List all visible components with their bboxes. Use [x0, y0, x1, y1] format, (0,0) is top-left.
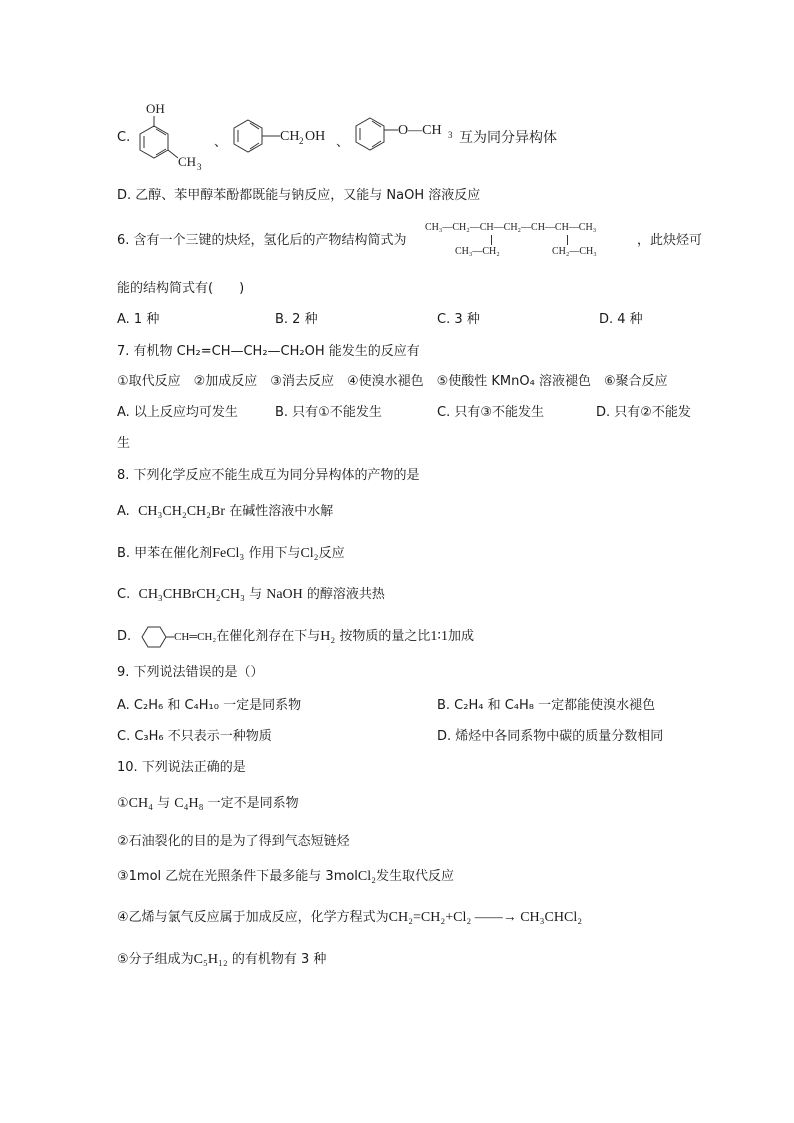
svg-text:OH: OH — [305, 129, 326, 144]
q7-option-d: D. 只有②不能发 — [596, 405, 691, 420]
formula: FeCl₃ — [212, 546, 245, 561]
q6-stem-line2: 能的结构简式有( ) — [117, 281, 245, 296]
q6-branch-left: CH₃—CH₂ — [455, 246, 500, 257]
formula: CH₃CH₂CH₂Br — [138, 504, 226, 519]
q8-option-c: C. CH₃CHBrCH₂CH₃ 与 NaOH 的醇溶液共热 — [117, 587, 385, 602]
q5c-tail: 互为同分异构体 — [459, 130, 557, 146]
formula: Cl₂ — [357, 869, 377, 884]
m-cresol-structure — [128, 96, 218, 176]
q10-item-3: ③1mol 乙烷在光照条件下最多能与 3molCl₂发生取代反应 — [117, 869, 455, 884]
q9-stem: 9. 下列说法错误的是（） — [117, 665, 264, 680]
q8-stem: 8. 下列化学反应不能生成互为同分异构体的产物的是 — [117, 468, 420, 483]
q7-option-d-wrap: 生 — [117, 436, 131, 451]
svg-text:3: 3 — [197, 162, 202, 172]
q6-stem: 6. 含有一个三键的炔烃，氢化后的产物结构简式为 — [117, 233, 407, 248]
q9-option-c: C. C₃H₆ 不只表示一种物质 — [117, 729, 272, 744]
q10-item-4: ④乙烯与氯气反应属于加成反应，化学方程式为CH₂=CH₂+Cl₂ ——→ CH₃CHCl₂ — [117, 910, 583, 925]
cyclohexyl-ring — [134, 624, 174, 650]
q10-item-5: ⑤分子组成为C₅H₁₂ 的有机物有 3 种 — [117, 952, 327, 967]
q9-option-a: A. C₂H₆ 和 C₄H₁₀ 一定是同系物 — [117, 698, 302, 713]
svg-text:CH: CH — [280, 129, 300, 144]
svg-text:3: 3 — [448, 130, 453, 140]
benzyl-alcohol-structure — [228, 116, 338, 160]
q10-item-2: ②石油裂化的目的是为了得到气态短链烃 — [117, 834, 350, 849]
separator: 、 — [214, 135, 228, 150]
q7-option-c: C. 只有③不能发生 — [437, 405, 544, 420]
q9-option-b: B. C₂H₄ 和 C₄H₈ 一定都能使溴水褪色 — [437, 698, 656, 713]
ch3-label: CH — [178, 154, 197, 169]
q7-stem: 7. 有机物 CH₂=CH—CH₂—CH₂OH 能发生的反应有 — [117, 344, 420, 359]
formula: NaOH — [266, 587, 303, 602]
q6-option-a: A. 1 种 — [117, 312, 160, 327]
q7-reactions: ①取代反应 ②加成反应 ③消去反应 ④使溴水褪色 ⑤使酸性 KMnO₄ 溶液褪色 ⑥聚合反应 — [117, 374, 668, 389]
q8-option-a: A. CH₃CH₂CH₂Br 在碱性溶液中水解 — [117, 504, 334, 519]
q5c-label: C. — [117, 130, 131, 145]
q6-branch-right: CH₂—CH₃ — [552, 246, 597, 257]
formula: C₄H₈ — [174, 796, 204, 811]
formula: CH₃CHBrCH₂CH₃ — [138, 587, 245, 602]
svg-text:2: 2 — [299, 136, 304, 146]
q6-stem-cont: ，此炔烃可 — [637, 233, 703, 248]
formula: H₂ — [320, 629, 336, 644]
q6-chain: CH₃—CH₂—CH—CH₂—CH—CH—CH₃ — [425, 222, 597, 233]
anisole-structure — [350, 114, 460, 158]
q10-stem: 10. 下列说法正确的是 — [117, 760, 246, 775]
equation: CH₂=CH₂+Cl₂ ——→ CH₃CHCl₂ — [388, 910, 583, 925]
q6-option-d: D. 4 种 — [599, 312, 643, 327]
q6-option-c: C. 3 种 — [437, 312, 480, 327]
q8-option-b: B. 甲苯在催化剂FeCl₃ 作用下与Cl₂反应 — [117, 546, 345, 561]
q6-option-b: B. 2 种 — [275, 312, 318, 327]
q10-item-1: ①CH₄ 与 C₄H₈ 一定不是同系物 — [117, 796, 299, 811]
formula: CH═CH₂ — [174, 631, 217, 643]
q7-option-a: A. 以上反应均可发生 — [117, 405, 238, 420]
svg-text:O—CH: O—CH — [398, 123, 442, 138]
formula: Cl₂ — [300, 546, 319, 561]
oh-label: OH — [146, 101, 165, 116]
q7-option-b: B. 只有①不能发生 — [275, 405, 382, 420]
formula: CH₄ — [128, 796, 153, 811]
separator: 、 — [336, 135, 350, 150]
formula: C₅H₁₂ — [193, 952, 228, 967]
q9-option-d: D. 烯烃中各同系物中碳的质量分数相同 — [437, 729, 664, 744]
q5-option-d: D. 乙醇、苯甲醇苯酚都既能与钠反应，又能与 NaOH 溶液反应 — [117, 188, 481, 203]
